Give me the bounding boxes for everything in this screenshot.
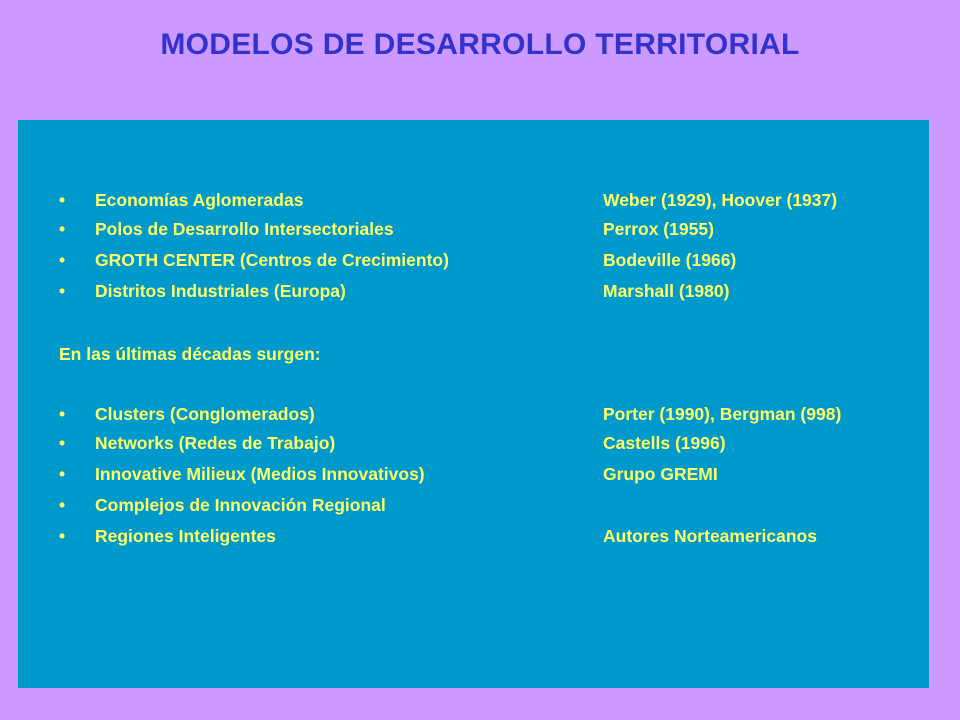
model-authors: Grupo GREMI	[603, 464, 718, 484]
model-authors: Marshall (1980)	[603, 281, 730, 301]
model-name: Complejos de Innovación Regional	[95, 495, 386, 515]
model-name: Innovative Milieux (Medios Innovativos)	[95, 464, 425, 484]
bullet-icon: •	[59, 495, 66, 515]
model-authors: Autores Norteamericanos	[603, 526, 817, 546]
bullet-icon: •	[59, 250, 66, 270]
model-name: GROTH CENTER (Centros de Crecimiento)	[95, 250, 449, 270]
model-authors: Castells (1996)	[603, 433, 726, 453]
model-name: Regiones Inteligentes	[95, 526, 276, 546]
model-authors: Perrox (1955)	[603, 219, 714, 239]
model-name: Economías Aglomeradas	[95, 190, 304, 210]
content-panel	[18, 120, 929, 688]
model-name: Networks (Redes de Trabajo)	[95, 433, 336, 453]
bullet-icon: •	[59, 526, 66, 546]
intro-text: En las últimas décadas surgen:	[59, 344, 321, 364]
model-name: Polos de Desarrollo Intersectoriales	[95, 219, 394, 239]
bullet-icon: •	[59, 433, 66, 453]
model-authors: Porter (1990), Bergman (998)	[603, 404, 842, 424]
model-name: Distritos Industriales (Europa)	[95, 281, 346, 301]
bullet-icon: •	[59, 281, 66, 301]
slide-title: MODELOS DE DESARROLLO TERRITORIAL	[160, 28, 800, 61]
bullet-icon: •	[59, 464, 66, 484]
bullet-icon: •	[59, 404, 66, 424]
model-authors: Weber (1929), Hoover (1937)	[603, 190, 838, 210]
model-authors: Bodeville (1966)	[603, 250, 737, 270]
bullet-icon: •	[59, 219, 66, 239]
bullet-icon: •	[59, 190, 66, 210]
model-name: Clusters (Conglomerados)	[95, 404, 315, 424]
